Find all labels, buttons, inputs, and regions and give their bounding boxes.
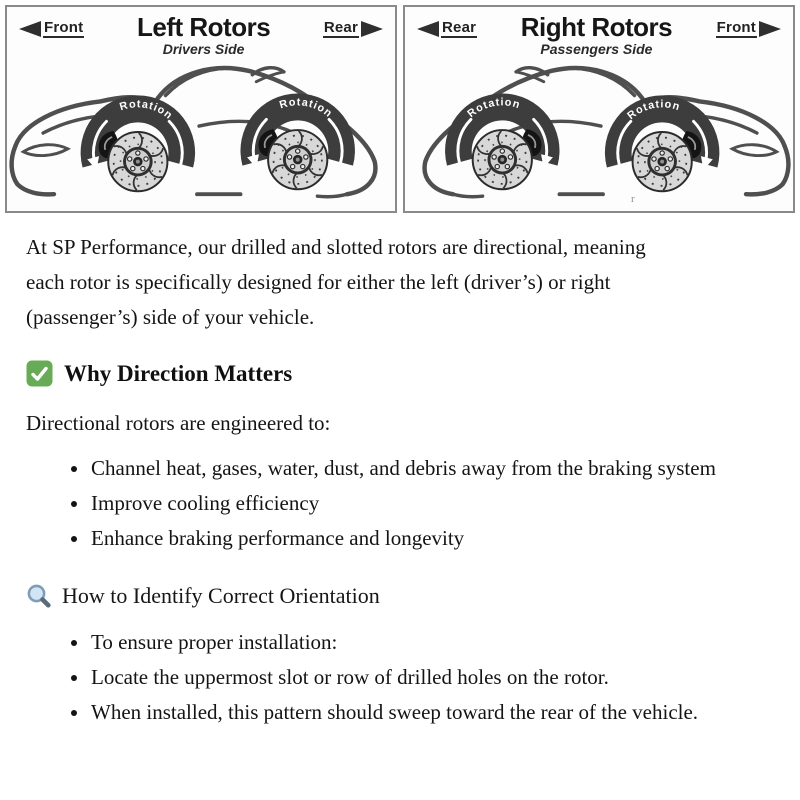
rotation-label: Rotation — [465, 96, 522, 121]
lead-paragraph: Directional rotors are engineered to: — [26, 411, 331, 435]
rear-label: Rear — [442, 19, 477, 36]
front-direction-indicator — [19, 19, 84, 38]
rotor-direction-diagram — [0, 0, 800, 213]
arrow-right-icon — [361, 21, 383, 37]
front-label: Front — [44, 19, 84, 36]
rear-direction-indicator — [323, 19, 383, 38]
article-body — [0, 213, 800, 744]
section-title: How to Identify Correct Orientation — [62, 583, 380, 608]
list-item: • To ensure proper installation: — [90, 625, 736, 660]
rotation-label: Rotation — [625, 98, 682, 123]
left-car-illustration — [7, 59, 395, 209]
left-rotors-panel — [5, 5, 397, 213]
right-panel-header — [405, 7, 793, 57]
section-heading-why-direction-matters — [26, 360, 776, 387]
section-heading-how-to-identify — [26, 583, 776, 609]
orientation-list — [26, 625, 776, 730]
rotation-label: Rotation — [118, 98, 175, 123]
left-panel-header — [7, 7, 395, 57]
arrow-right-icon — [759, 21, 781, 37]
benefits-list — [26, 451, 776, 556]
list-item: • When installed, this pattern should sweep toward the rear of the vehicle. — [90, 695, 736, 730]
list-item: • Locate the uppermost slot or row of drilled holes on the rotor. — [90, 660, 736, 695]
front-direction-indicator — [716, 19, 781, 38]
panel-title: Left Rotors — [137, 12, 271, 42]
panel-subtitle: Passengers Side — [540, 41, 653, 57]
list-item: • Channel heat, gases, water, dust, and debris away from the braking system — [90, 451, 736, 486]
list-item: • Improve cooling efficiency — [90, 486, 736, 521]
magnifying-glass-icon — [26, 583, 52, 609]
left-panel-titles — [137, 13, 270, 57]
rotation-label: Rotation — [278, 96, 335, 121]
rear-direction-indicator — [417, 19, 477, 38]
artifact-mark: r — [631, 193, 635, 205]
panel-title: Right Rotors — [520, 12, 673, 42]
arrow-left-icon — [417, 21, 439, 37]
section-title: Why Direction Matters — [64, 360, 293, 386]
check-mark-icon — [26, 360, 53, 387]
rear-label: Rear — [323, 19, 358, 36]
front-label: Front — [716, 19, 756, 36]
list-item: • Enhance braking performance and longevity — [90, 521, 736, 556]
panel-subtitle: Drivers Side — [162, 41, 245, 57]
right-car-illustration — [405, 59, 793, 209]
right-rotors-panel — [403, 5, 795, 213]
intro-paragraph: At SP Performance, our drilled and slotted rotors are directional, meaning each rotor is specifically designed for either the left (driver’s) or right (passenger’s) side of your vehicle. — [26, 235, 646, 329]
right-panel-titles — [521, 13, 672, 57]
arrow-left-icon — [19, 21, 41, 37]
